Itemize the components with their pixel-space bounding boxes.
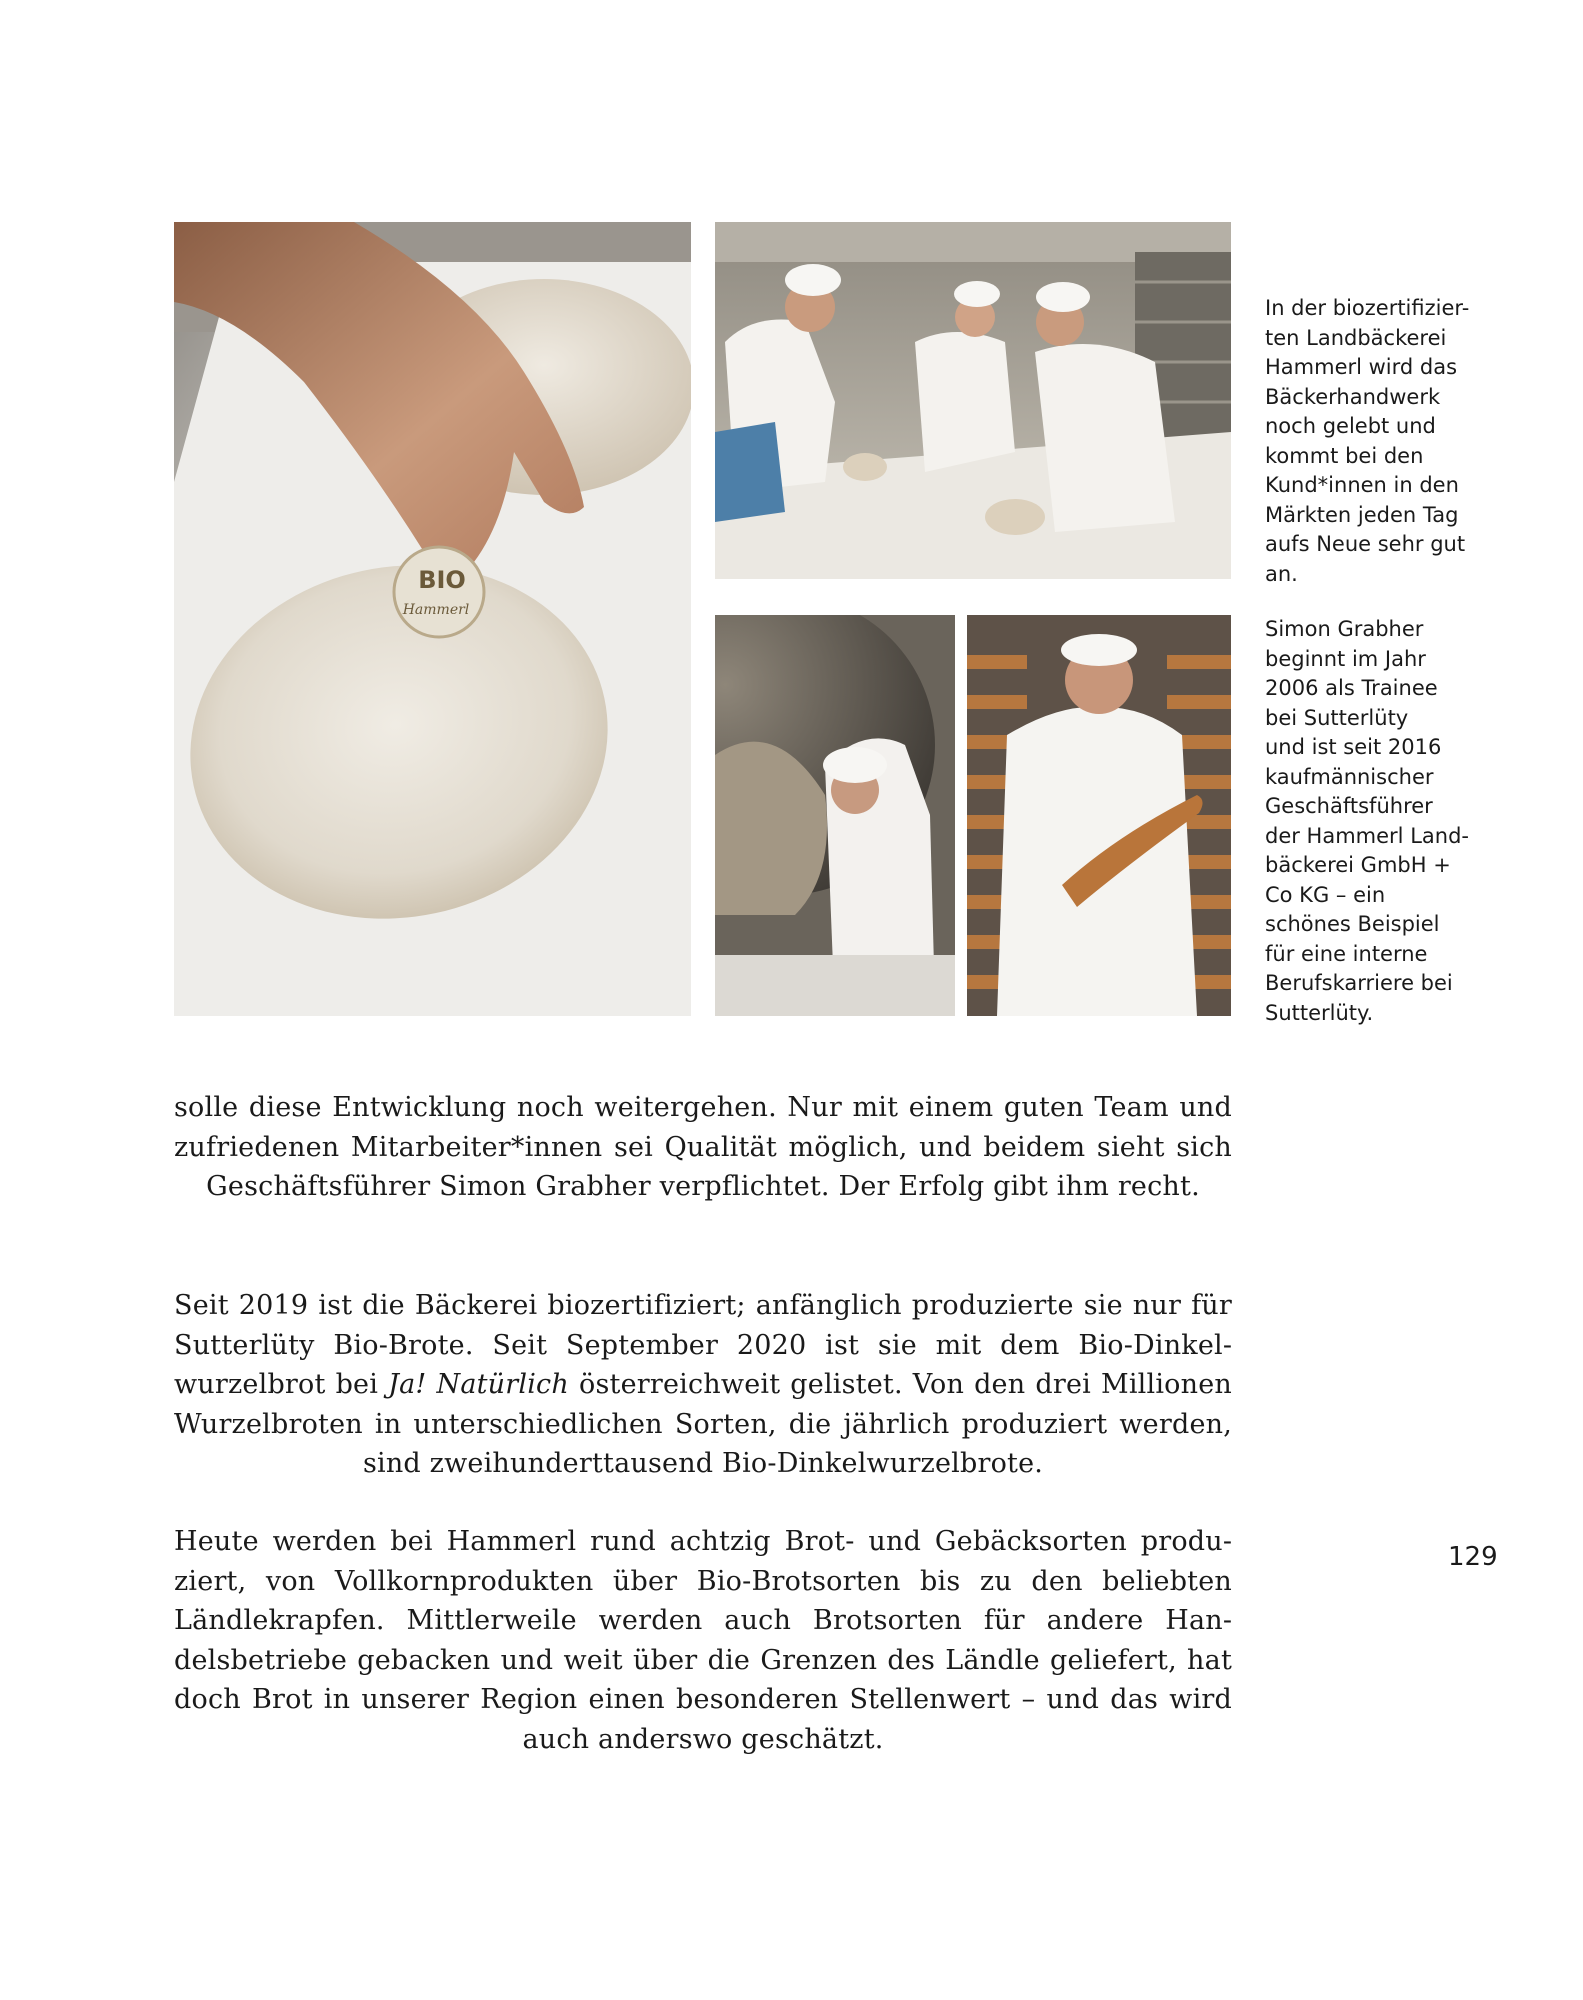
caption-bakery: In der biozertifizier- ten Landbäckerei Hammerl wird das Bäckerhandwerk noch gelebt und kommt bei den Kund*innen in den Märkten jeden Tag aufs Neue sehr gut an. <box>1265 296 1470 586</box>
brand-ja-natuerlich: Ja! Natürlich <box>388 1369 569 1400</box>
stamp-bio-text: BIO <box>418 566 466 594</box>
photo-dough-bio-stamp <box>174 222 691 1016</box>
photo-baker-mixing <box>715 615 955 1016</box>
caption-manager: Simon Grabher beginnt im Jahr 2006 als Trainee bei Sutterlüty und ist seit 2016 kaufmännischer Geschäftsführer der Hammerl Land- bäckerei GmbH + Co KG – ein schönes Beispiel für eine interne Berufskarriere bei Sutterlüty. <box>1265 617 1469 1025</box>
paragraph-bio-text-2: österreichweit gelistet. Von den drei Millionen Wurzelbroten in unterschiedlichen Sorten, die jährlich produziert werden, sind zweihunderttausend Bio-Dinkelwurzelbrote. <box>174 1369 1232 1479</box>
page-number: 129 <box>1448 1542 1498 1572</box>
paragraph-bio-text-1: Seit 2019 ist die Bäckerei biozertifiziert; anfänglich produzierte sie nur für Sutterlüty Bio-Brote. Seit September 2020 ist sie mit dem Bio-Dinkelwurzelbrot bei <box>174 1290 1232 1400</box>
paragraph-team: solle diese Entwicklung noch weitergehen. Nur mit einem guten Team und zufriedenen Mitarbeiter*innen sei Qualität möglich, und beidem sieht sich Geschäftsführer Simon Grabher verpflichtet. Der Erfolg gibt ihm recht. <box>174 1092 1232 1202</box>
stamp-brand-text: Hammerl <box>402 602 470 618</box>
photo-manager-with-bread <box>967 615 1231 1016</box>
paragraph-bio-certification <box>174 1286 1232 1484</box>
photo-bakers-at-work <box>715 222 1231 579</box>
paragraph-product-range: Heute werden bei Hammerl rund achtzig Brot- und Gebäcksorten produziert, von Vollkornprodukten über Bio-Brotsorten bis zu den beliebten Ländlekrapfen. Mittlerweile werden auch Brotsorten für andere Handelsbetriebe gebacken und weit über die Grenzen des Ländle geliefert, hat doch Brot in unserer Region einen besonderen Stellenwert – und das wird auch anderswo geschätzt. <box>174 1526 1232 1755</box>
